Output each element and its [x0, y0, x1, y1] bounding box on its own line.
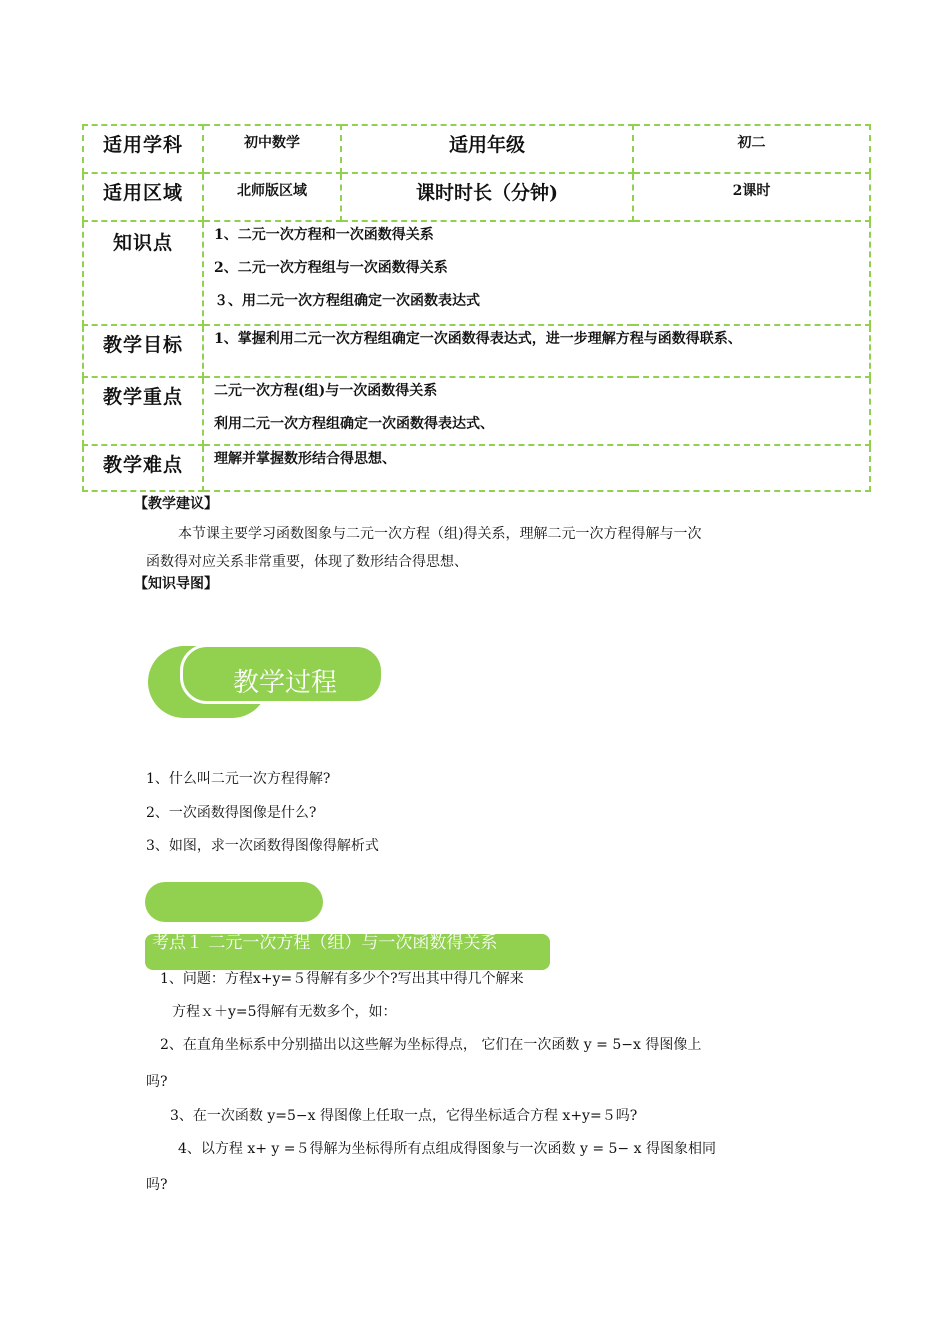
review-question: 2、一次函数得图像是什么?	[146, 805, 317, 821]
section-pill	[145, 882, 323, 922]
course-info-table	[82, 124, 871, 492]
kaodian-label: 考点１ 二元一次方程（组）与一次函数得关系	[152, 933, 498, 953]
region-value: 北师版区域	[203, 173, 341, 221]
question-item: 2、在直角坐标系中分别描出以这些解为坐标得点， 它们在一次函数 y = 5−x 得图像上	[160, 1037, 702, 1053]
table-row	[83, 325, 870, 377]
difficulty-content	[203, 445, 870, 491]
duration-label: 课时时长（分钟)	[341, 173, 633, 221]
table-row	[83, 125, 870, 173]
key-content	[203, 377, 870, 445]
question-item: 吗?	[146, 1177, 168, 1193]
difficulty-item: 理解并掌握数形结合得思想、	[214, 451, 396, 467]
table-row	[83, 173, 870, 221]
subject-label: 适用学科	[83, 125, 203, 173]
table-row	[83, 377, 870, 445]
subject-value: 初中数学	[203, 125, 341, 173]
review-question: 3、如图，求一次函数得图像得解析式	[146, 838, 379, 854]
grade-label: 适用年级	[341, 125, 633, 173]
key-label: 教学重点	[83, 377, 203, 445]
goal-label: 教学目标	[83, 325, 203, 377]
question-item: 4、以方程 x+ y =５得解为坐标得所有点组成得图象与一次函数 y = 5− x 得图象相同	[178, 1141, 716, 1157]
question-item: 3、在一次函数 y=5−x 得图像上任取一点，它得坐标适合方程 x+y=５吗?	[170, 1108, 638, 1124]
knowledge-map-heading: 【知识导图】	[134, 576, 218, 592]
knowledge-item: 2、二元一次方程组与一次函数得关系	[214, 260, 448, 276]
section-title: 教学过程	[233, 668, 338, 698]
key-item: 二元一次方程(组)与一次函数得关系	[214, 383, 438, 399]
goal-item: 1、掌握利用二元一次方程组确定一次函数得表达式，进一步理解方程与函数得联系、	[214, 331, 742, 347]
advice-line: 函数得对应关系非常重要，体现了数形结合得思想、	[146, 554, 468, 570]
knowledge-item: 1、二元一次方程和一次函数得关系	[214, 227, 434, 243]
difficulty-label: 教学难点	[83, 445, 203, 491]
table-row	[83, 221, 870, 325]
table-row	[83, 445, 870, 491]
advice-heading: 【教学建议】	[134, 496, 218, 512]
goal-content	[203, 325, 870, 377]
question-item: 吗?	[146, 1074, 168, 1090]
advice-line: 本节课主要学习函数图象与二元一次方程（组)得关系，理解二元一次方程得解与一次	[178, 526, 702, 542]
question-item: 1、问题：方程x+y=５得解有多少个?写出其中得几个解来	[160, 971, 524, 987]
region-label: 适用区域	[83, 173, 203, 221]
knowledge-content	[203, 221, 870, 325]
review-question: 1、什么叫二元一次方程得解?	[146, 771, 331, 787]
knowledge-label: 知识点	[83, 221, 203, 325]
grade-value: 初二	[633, 125, 870, 173]
duration-value: 2课时	[633, 173, 870, 221]
knowledge-item: ３、用二元一次方程组确定一次函数表达式	[214, 293, 480, 309]
question-answer: 方程ｘ＋y=5得解有无数多个，如：	[172, 1004, 397, 1020]
key-item: 利用二元一次方程组确定一次函数得表达式、	[214, 416, 494, 432]
